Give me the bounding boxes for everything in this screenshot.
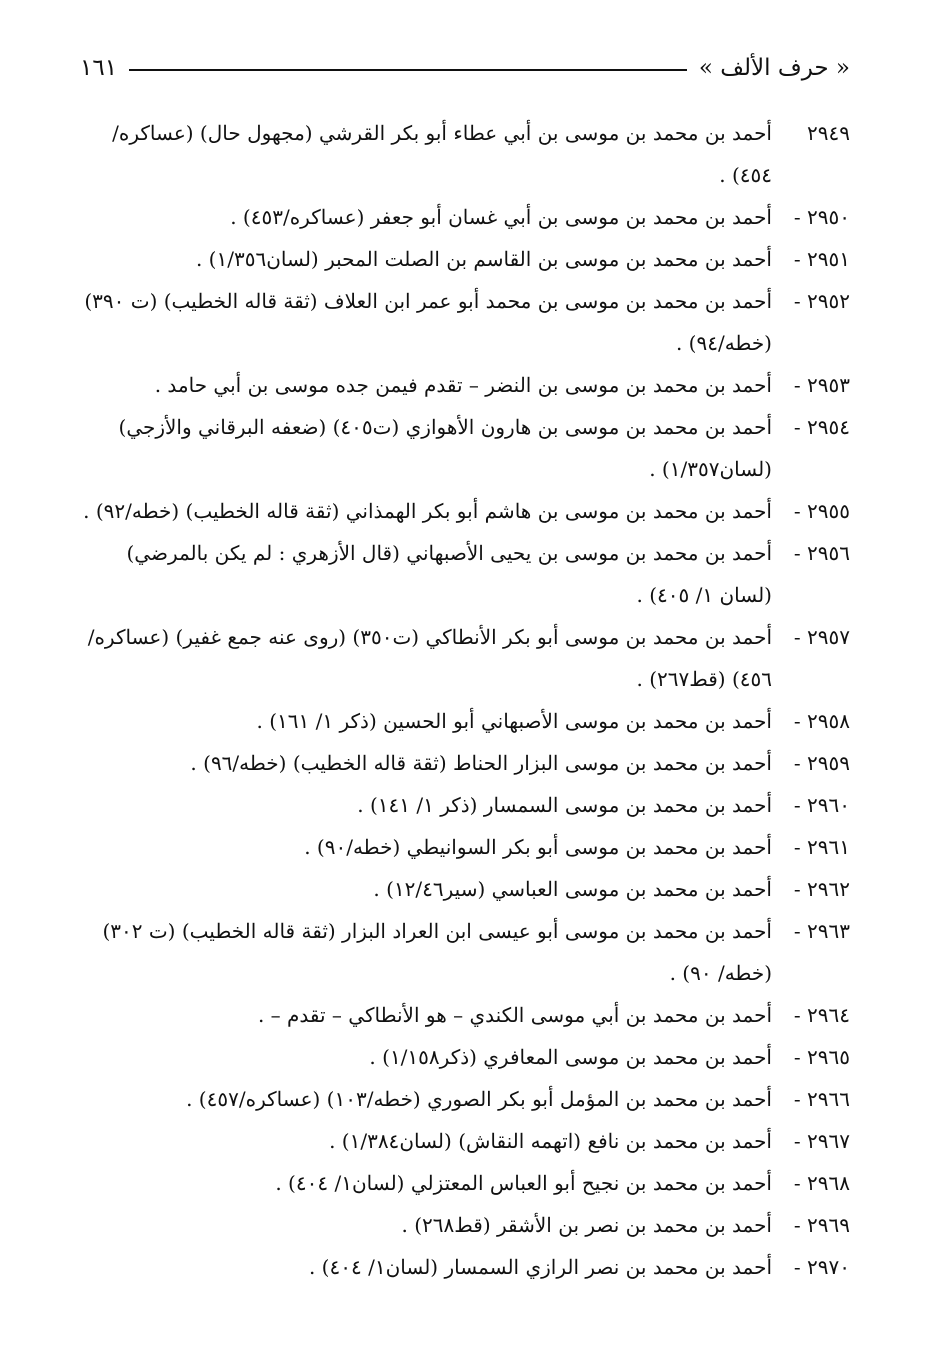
entry-text: أحمد بن محمد بن موسى أبو بكر الأنطاكي (ت٣٥٠) (روى عنه جمع غفير) (عساكره/ ٤٥٦) (قط٢٦٧) . (87, 625, 772, 691)
entry-number: ٢٩٥٤ - (793, 415, 850, 439)
list-item (80, 700, 850, 742)
entry-number: ٢٩٥٩ - (793, 751, 850, 775)
list-item (80, 910, 850, 994)
entry-text: أحمد بن محمد بن موسى بن محمد أبو عمر ابن العلاف (ثقة قاله الخطيب) (ت ٣٩٠) (خطه/٩٤) . (84, 289, 772, 355)
list-item (80, 1204, 850, 1246)
header-rule (129, 69, 687, 71)
entry-number: ٢٩٦٣ - (793, 919, 850, 943)
entry-text: أحمد بن محمد بن نافع (اتهمه النقاش) (لسان١/٣٨٤) . (329, 1129, 772, 1153)
list-item (80, 1120, 850, 1162)
entry-number: ٢٩٥٥ - (793, 499, 850, 523)
entry-number: ٢٩٦٤ - (793, 1003, 850, 1027)
entry-number: ٢٩٥٢ - (793, 289, 850, 313)
entry-number: ٢٩٥٣ - (793, 373, 850, 397)
entry-text: أحمد بن محمد بن موسى بن أبي عطاء أبو بكر القرشي (مجهول حال) (عساكره/٤٥٤) . (112, 121, 772, 187)
list-item (80, 1036, 850, 1078)
entry-text: أحمد بن محمد بن موسى العباسي (سير١٢/٤٦) . (373, 877, 772, 901)
list-item (80, 112, 850, 196)
entry-number: ٢٩٥١ - (793, 247, 850, 271)
list-item (80, 784, 850, 826)
entry-text: أحمد بن محمد بن موسى بن هارون الأهوازي (ت٤٠٥) (ضعفه البرقاني والأزجي) (لسان١/٣٥٧) . (118, 415, 772, 481)
list-item (80, 490, 850, 532)
list-item (80, 994, 850, 1036)
list-item (80, 280, 850, 364)
entry-number: ٢٩٦٧ - (793, 1129, 850, 1153)
entry-list (80, 112, 850, 1288)
entry-number: ٢٩٦١ - (793, 835, 850, 859)
list-item (80, 868, 850, 910)
entry-number: ٢٩٦٩ - (793, 1213, 850, 1237)
list-item (80, 742, 850, 784)
list-item (80, 238, 850, 280)
list-item (80, 406, 850, 490)
entry-text: أحمد بن محمد بن أبي موسى الكندي – هو الأنطاكي – تقدم – . (257, 1003, 772, 1027)
list-item (80, 1078, 850, 1120)
list-item (80, 1246, 850, 1288)
entry-text: أحمد بن محمد بن موسى بن هاشم أبو بكر الهمذاني (ثقة قاله الخطيب) (خطه/٩٢) . (83, 499, 772, 523)
entry-text: أحمد بن محمد بن موسى البزار الحناط (ثقة قاله الخطيب) (خطه/٩٦) . (190, 751, 772, 775)
entry-text: أحمد بن محمد بن موسى المعافري (ذكر١/١٥٨) . (369, 1045, 772, 1069)
entry-text: أحمد بن محمد بن موسى السمسار (ذكر ١/ ١٤١) . (357, 793, 772, 817)
list-item (80, 616, 850, 700)
running-title: « حرف الألف » (698, 55, 850, 81)
list-item (80, 196, 850, 238)
entry-text: أحمد بن محمد بن موسى أبو عيسى ابن العراد البزار (ثقة قاله الخطيب) (ت ٣٠٢) (خطه/ ٩٠) . (102, 919, 772, 985)
entry-number: ٢٩٦٠ - (793, 793, 850, 817)
entry-text: أحمد بن محمد بن نجيح أبو العباس المعتزلي (لسان١/ ٤٠٤) . (275, 1171, 772, 1195)
list-item (80, 364, 850, 406)
page-number: ١٦١ (80, 55, 118, 81)
list-item (80, 826, 850, 868)
entry-text: أحمد بن محمد بن المؤمل أبو بكر الصوري (خطه/١٠٣) (عساكره/٤٥٧) . (186, 1087, 772, 1111)
list-item (80, 1162, 850, 1204)
entry-text: أحمد بن محمد بن موسى بن القاسم بن الصلت المحبر (لسان١/٣٥٦) . (195, 247, 772, 271)
entry-text: أحمد بن محمد بن موسى الأصبهاني أبو الحسين (ذكر ١/ ١٦١) . (256, 709, 772, 733)
entry-text: أحمد بن محمد بن موسى أبو بكر السوانيطي (خطه/٩٠) . (304, 835, 772, 859)
entry-text: أحمد بن محمد بن موسى بن النضر – تقدم فيمن جده موسى بن أبي حامد . (154, 373, 772, 397)
entry-number: ٢٩٦٥ - (793, 1045, 850, 1069)
entry-text: أحمد بن محمد بن نصر بن الأشقر (قط٢٦٨) . (401, 1213, 772, 1237)
entry-number: ٢٩٥٦ - (793, 541, 850, 565)
list-item (80, 532, 850, 616)
entry-text: أحمد بن محمد بن موسى بن أبي غسان أبو جعفر (عساكره/٤٥٣) . (230, 205, 772, 229)
entry-number: ٢٩٥٠ - (793, 205, 850, 229)
page-header (80, 48, 850, 88)
entry-text: أحمد بن محمد بن موسى بن يحيى الأصبهاني (قال الأزهري : لم يكن بالمرضي) (لسان ١/ ٤٠٥) . (126, 541, 772, 607)
entry-number: ٢٩٧٠ - (793, 1255, 850, 1279)
entry-text: أحمد بن محمد بن نصر الرازي السمسار (لسان١/ ٤٠٤) . (308, 1255, 772, 1279)
entry-number: ٢٩٦٦ - (793, 1087, 850, 1111)
entry-number: ٢٩٥٧ - (793, 625, 850, 649)
entry-number: ٢٩٦٨ - (793, 1171, 850, 1195)
entry-number: ٢٩٦٢ - (793, 877, 850, 901)
entry-number: ٢٩٥٨ - (793, 709, 850, 733)
entry-number: ٢٩٤٩ (807, 121, 850, 145)
